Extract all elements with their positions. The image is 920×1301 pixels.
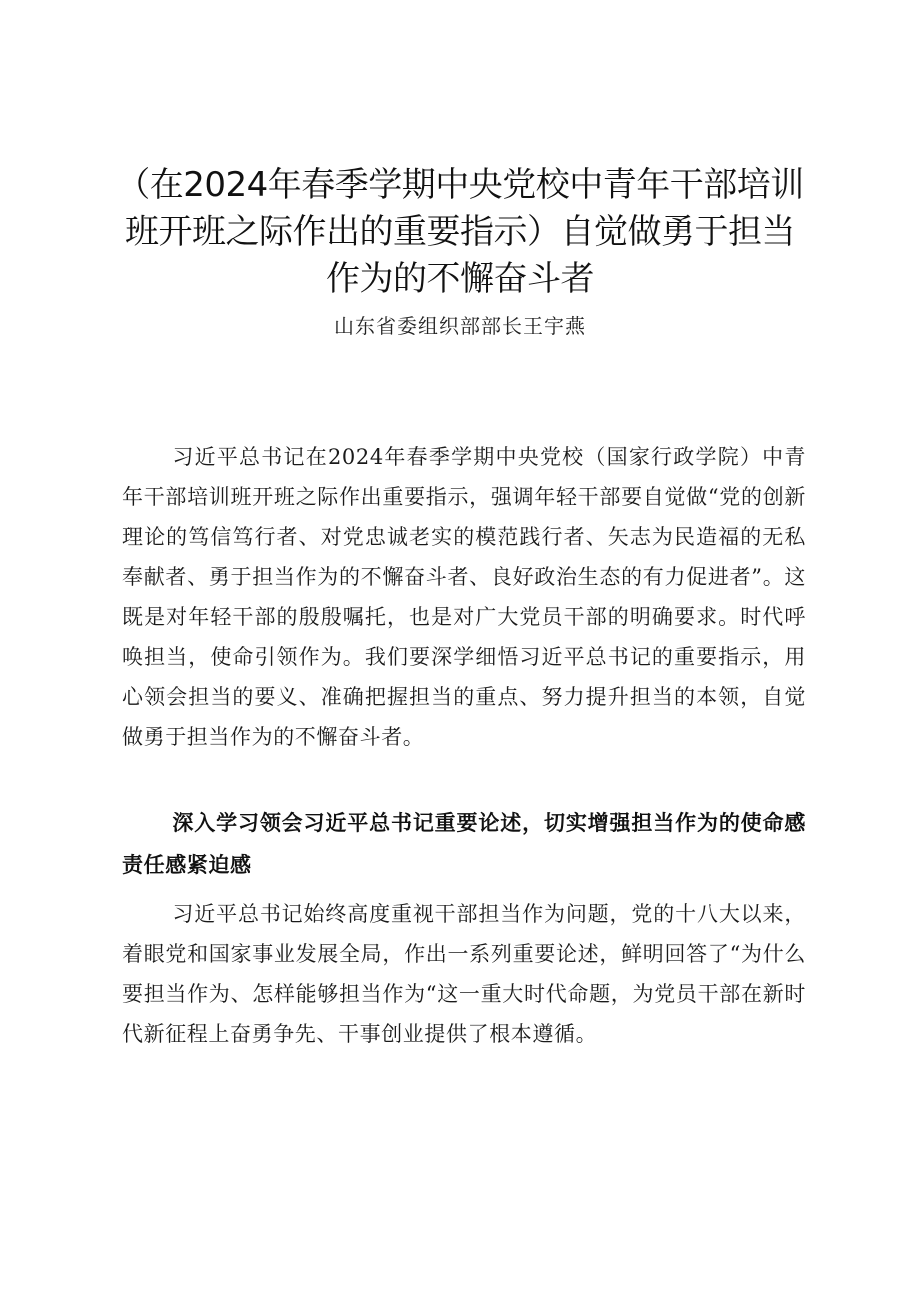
- document-author: 山东省委组织部部长王宇燕: [334, 314, 586, 338]
- body-paragraph-intro: 习近平总书记在2024年春季学期中央党校（国家行政学院）中青年干部培训班开班之际作出重要指示，强调年轻干部要自觉做“党的创新理论的笃信笃行者、对党忠诚老实的模范践行者、矢志为民造福的无私奉献者、勇于担当作为的不懈奋斗者、良好政治生态的有力促进者”。这既是对年轻干部的殷殷嘱托，也是对广大党员干部的明确要求。时代呼唤担当，使命引领作为。我们要深学细悟习近平总书记的重要指示，用心领会担当的要义、准确把握担当的重点、努力提升担当的本领，自觉做勇于担当作为的不懈奋斗者。: [122, 445, 806, 749]
- body-paragraph-section: 习近平总书记始终高度重视干部担当作为问题，党的十八大以来，着眼党和国家事业发展全局，作出一系列重要论述，鲜明回答了“为什么要担当作为、怎样能够担当作为“这一重大时代命题，为党员干部在新时代新征程上奋勇争先、干事创业提供了根本遵循。: [122, 902, 806, 1046]
- document-title: （在2024年春季学期中央党校中青年干部培训班开班之际作出的重要指示）自觉做勇于担当作为的不懈奋斗者: [116, 165, 804, 299]
- section-heading: 深入学习领会习近平总书记重要论述，切实增强担当作为的使命感责任感紧迫感: [122, 810, 806, 877]
